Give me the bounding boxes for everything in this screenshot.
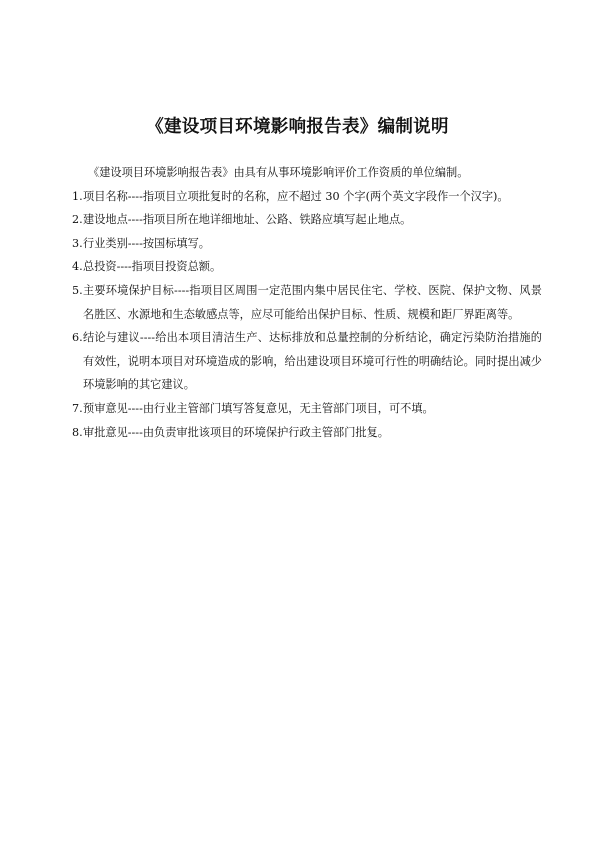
list-item-text: 行业类别----按国标填写。	[83, 236, 210, 250]
list-item-text: 审批意见----由负责审批该项目的环境保护行政主管部门批复。	[83, 425, 389, 439]
list-item-text: 主要环境保护目标----指项目区周围一定范围内集中居民住宅、学校、医院、保护文物、风景名胜区、水源地和生态敏感点等，应尽可能给出保护目标、性质、规模和距厂界距离等。	[83, 283, 542, 321]
list-item-number: 3.	[72, 236, 83, 250]
list-item	[72, 255, 542, 279]
list-item-number: 1.	[72, 189, 83, 203]
list-item-number: 6.	[72, 331, 83, 345]
document-body	[72, 161, 542, 444]
list-item-text: 项目名称----指项目立项批复时的名称，应不超过 30 个字(两个英文字段作一个汉字)。	[83, 189, 509, 203]
list-item-number: 7.	[72, 401, 83, 415]
intro-paragraph: 《建设项目环境影响报告表》由具有从事环境影响评价工作资质的单位编制。	[88, 166, 469, 179]
list-item	[72, 185, 542, 209]
list-item	[72, 232, 542, 256]
list-item-number: 2.	[72, 213, 83, 227]
list-item-text: 结论与建议----给出本项目清洁生产、达标排放和总量控制的分析结论，确定污染防治措施的有效性，说明本项目对环境造成的影响，给出建设项目环境可行性的明确结论。同时提出减少环境影响的其它建议。	[83, 331, 542, 392]
list-item-text: 建设地点----指项目所在地详细地址、公路、铁路应填写起止地点。	[83, 213, 412, 227]
list-item	[72, 421, 542, 445]
list-item	[72, 326, 542, 397]
document-title: 《建设项目环境影响报告表》编制说明	[146, 117, 449, 137]
list-item	[72, 208, 542, 232]
list-item	[72, 279, 542, 326]
list-item-text: 总投资----指项目投资总额。	[83, 260, 222, 274]
list-item	[72, 397, 542, 421]
list-item-text: 预审意见----由行业主管部门填写答复意见，无主管部门项目，可不填。	[83, 401, 434, 415]
list-item-number: 4.	[72, 260, 83, 274]
list-item-number: 8.	[72, 425, 83, 439]
list-item-number: 5.	[72, 283, 83, 297]
